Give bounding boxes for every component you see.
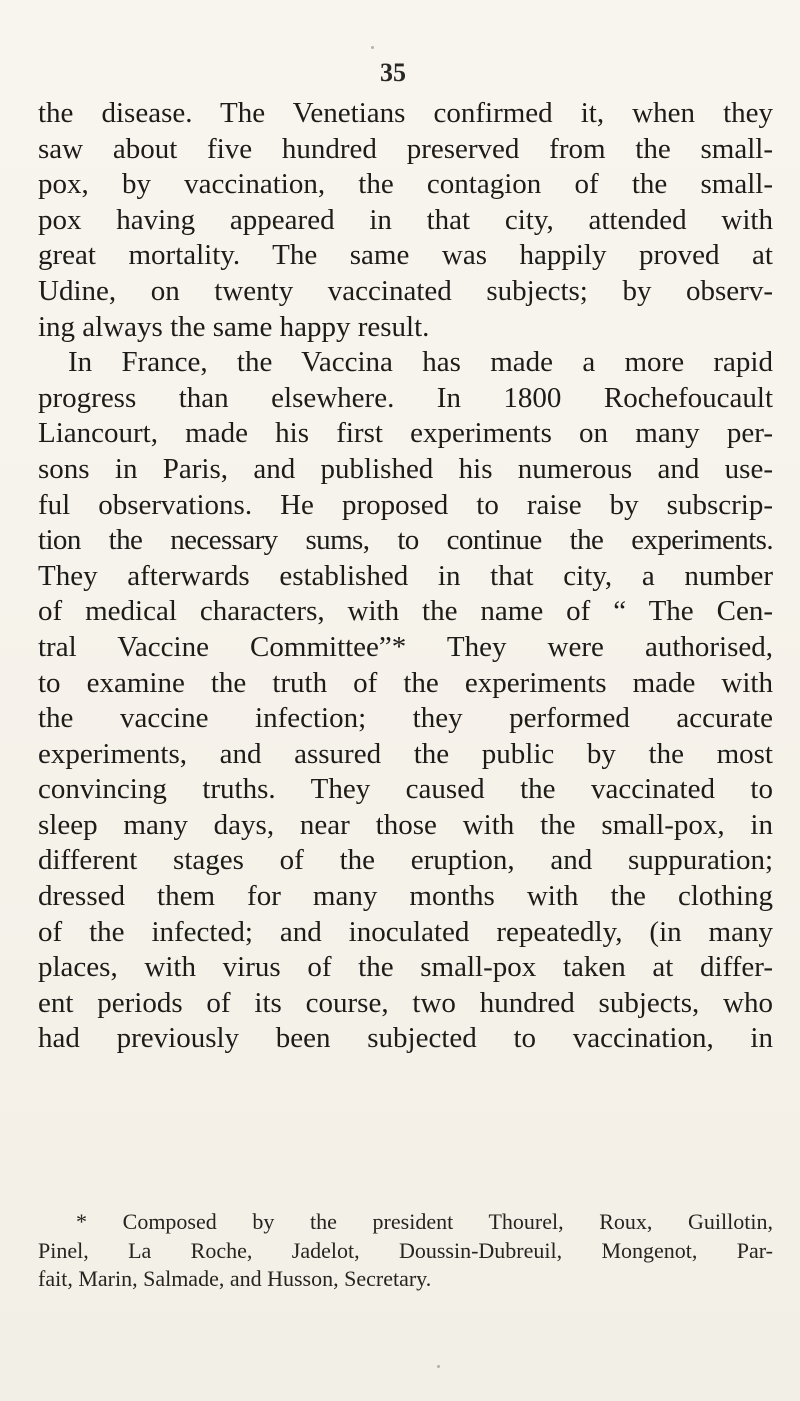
text-line: sleep many days, near those with the small-pox, in	[38, 808, 773, 841]
text-line: dressed them for many months with the clothing	[38, 880, 773, 913]
text-line: progress than elsewhere. In 1800 Rochefoucault	[38, 381, 773, 414]
body-text	[38, 96, 773, 1057]
text-line: had previously been subjected to vaccination, in	[38, 1022, 773, 1055]
text-line: Udine, on twenty vaccinated subjects; by observ-	[38, 274, 773, 307]
text-line: pox having appeared in that city, attended with	[38, 203, 773, 236]
footnote-line: fait, Marin, Salmade, and Husson, Secretary.	[38, 1266, 432, 1291]
text-line: the vaccine infection; they performed accurate	[38, 702, 773, 735]
text-line: places, with virus of the small-pox taken at differ-	[38, 951, 773, 984]
page-number: 35	[380, 58, 406, 87]
footnote-line: Pinel, La Roche, Jadelot, Doussin-Dubreuil, Mongenot, Par-	[38, 1237, 773, 1263]
text-line: saw about five hundred preserved from the small-	[38, 132, 773, 165]
paper-speck	[371, 46, 374, 49]
paper-speck	[437, 1365, 440, 1368]
text-line: tral Vaccine Committee”* They were authorised,	[38, 630, 773, 663]
text-line: the disease. The Venetians confirmed it, when they	[38, 97, 773, 129]
text-line: tion the necessary sums, to continue the experiments.	[38, 524, 773, 557]
text-line: pox, by vaccination, the contagion of the small-	[38, 168, 773, 201]
text-line: In France, the Vaccina has made a more rapid	[68, 346, 773, 379]
text-line: They afterwards established in that city, a number	[38, 559, 773, 592]
text-line: ing always the same happy result.	[38, 310, 430, 343]
text-line: of medical characters, with the name of “ The Cen-	[38, 595, 773, 628]
text-line: ent periods of its course, two hundred subjects, who	[38, 986, 773, 1019]
text-line: convincing truths. They caused the vaccinated to	[38, 773, 773, 806]
footnote-line: * Composed by the president Thourel, Roux, Guillotin,	[76, 1209, 773, 1234]
text-line: experiments, and assured the public by the most	[38, 737, 773, 770]
footnote	[38, 1208, 773, 1294]
text-line: of the infected; and inoculated repeatedly, (in many	[38, 915, 773, 948]
text-line: different stages of the eruption, and suppuration;	[38, 844, 773, 877]
text-line: ful observations. He proposed to raise by subscrip-	[38, 488, 773, 521]
text-line: Liancourt, made his first experiments on many per-	[38, 417, 773, 450]
text-line: sons in Paris, and published his numerous and use-	[38, 452, 773, 485]
text-line: great mortality. The same was happily proved at	[38, 239, 773, 272]
text-line: to examine the truth of the experiments made with	[38, 666, 773, 699]
